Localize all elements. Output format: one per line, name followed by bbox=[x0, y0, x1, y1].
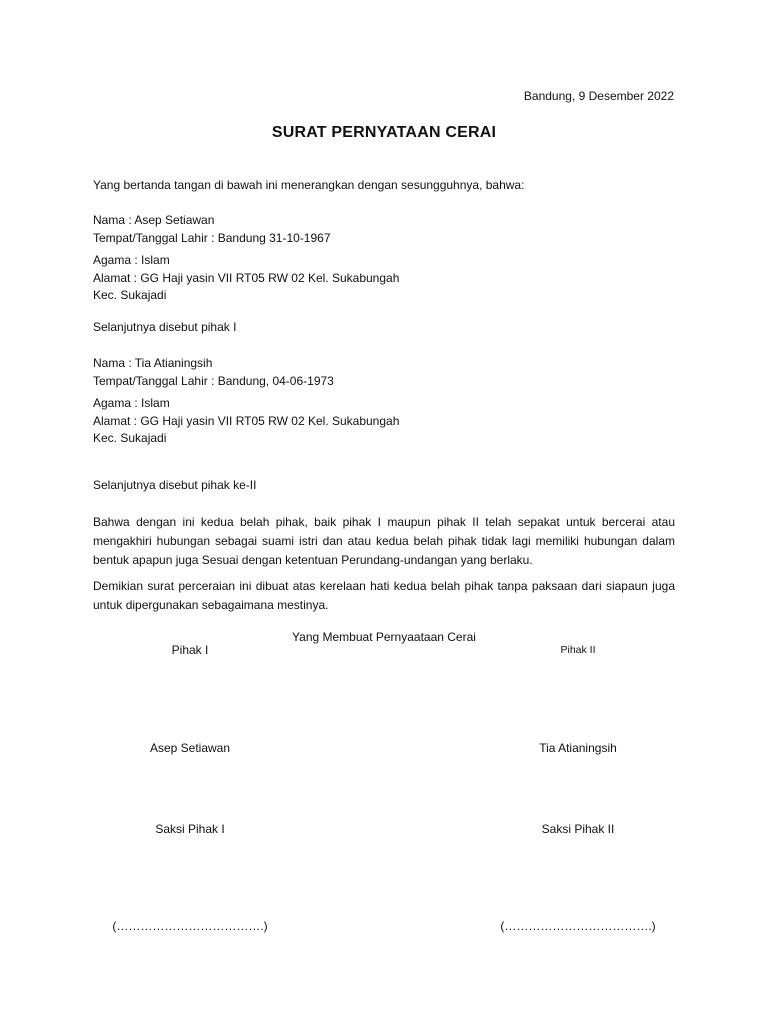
party1-nama: Nama : Asep Setiawan bbox=[93, 213, 215, 227]
party1-signature-label: Pihak I bbox=[171, 643, 209, 657]
party2-alamat: Alamat : GG Haji yasin VII RT05 RW 02 Kel. Sukabungah bbox=[93, 414, 400, 428]
party1-alamat: Alamat : GG Haji yasin VII RT05 RW 02 Kel. Sukabungah bbox=[93, 271, 400, 285]
signature-heading: Yang Membuat Pernyaataan Cerai bbox=[292, 630, 476, 644]
party2-signature-name: Tia Atianingsih bbox=[539, 741, 617, 755]
party1-witness-blank: (……………………………….) bbox=[112, 919, 268, 933]
party2-witness-blank: (……………………………….) bbox=[500, 919, 656, 933]
party2-witness-label: Saksi Pihak II bbox=[541, 822, 615, 836]
party2-nama: Nama : Tia Atianingsih bbox=[93, 356, 213, 370]
party2-kecamatan: Kec. Sukajadi bbox=[93, 431, 167, 445]
party1-designation: Selanjutnya disebut pihak I bbox=[93, 320, 237, 334]
party1-agama: Agama : Islam bbox=[93, 253, 170, 267]
party2-designation: Selanjutnya disebut pihak ke-II bbox=[93, 478, 257, 492]
party2-agama: Agama : Islam bbox=[93, 396, 170, 410]
party2-ttl: Tempat/Tanggal Lahir : Bandung, 04-06-1973 bbox=[93, 374, 334, 388]
letter-date: Bandung, 9 Desember 2022 bbox=[523, 89, 674, 103]
party1-ttl: Tempat/Tanggal Lahir : Bandung 31-10-1967 bbox=[93, 231, 331, 245]
body-paragraph: Bahwa dengan ini kedua belah pihak, baik pihak I maupun pihak II telah sepakat untuk bercerai atau mengakhiri hubungan sebagai suami istri dan atau kedua belah pihak tidak lagi memiliki hubungan dalam bentuk apapun juga Sesuai dengan ketentuan Perundang-undangan yang berlaku. bbox=[93, 515, 675, 567]
party1-witness-label: Saksi Pihak I bbox=[155, 822, 225, 836]
party2-signature-label: Pihak II bbox=[560, 644, 596, 656]
party1-kecamatan: Kec. Sukajadi bbox=[93, 288, 167, 302]
closing-paragraph: Demikian surat perceraian ini dibuat atas kerelaan hati kedua belah pihak tanpa paksaan dari siapaun juga untuk dipergunakan sebagaimana mestinya. bbox=[93, 579, 675, 612]
party1-signature-name: Asep Setiawan bbox=[149, 741, 231, 755]
letter-title: SURAT PERNYATAAN CERAI bbox=[271, 124, 497, 141]
intro-text: Yang bertanda tangan di bawah ini menerangkan dengan sesungguhnya, bahwa: bbox=[93, 178, 525, 192]
